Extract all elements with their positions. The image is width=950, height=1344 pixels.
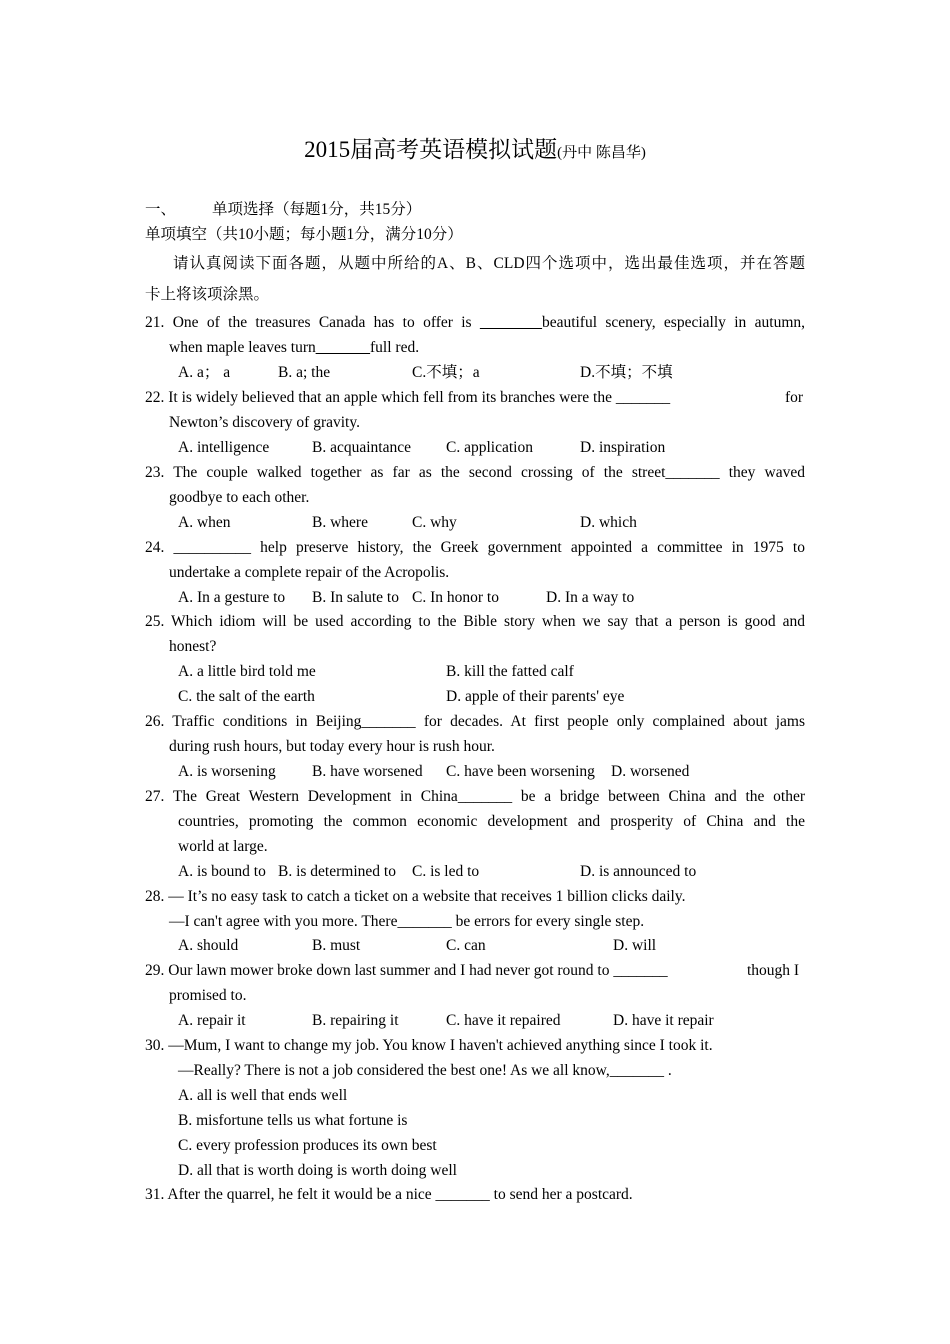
q27-option-d: D. is announced to (580, 863, 697, 880)
q21-option-c: C.不填；a (412, 364, 480, 381)
q24-option-d: D. In a way to (546, 589, 635, 606)
q29-option-b: B. repairing it (312, 1012, 399, 1029)
q27-option-a: A. is bound to (178, 863, 266, 880)
question-31-line-1: 31. After the quarrel, he felt it would be a nice _______ to send her a postcard. (145, 1186, 633, 1203)
question-27-line-2: countries, promoting the common economic development and prosperity of China and the (178, 813, 805, 830)
question-29-line-1-end: though I (747, 962, 800, 979)
title-main: 2015届高考英语模拟试题 (304, 137, 558, 162)
q21-option-a: A. a； a (178, 364, 231, 381)
section-heading: 单项选择（每题1分，共15分） (212, 201, 422, 218)
question-24-line-2: undertake a complete repair of the Acropolis. (169, 564, 450, 581)
question-25-line-1: 25. Which idiom will be used according to the Bible story when we say that a person is good and (145, 613, 805, 630)
q28-option-a: A. should (178, 937, 239, 954)
question-22-line-1: 22. It is widely believed that an apple which fell from its branches were the _______ (145, 389, 671, 406)
title-author: (丹中 陈昌华) (557, 145, 646, 161)
question-24-line-1: 24. __________ help preserve history, the Greek government appointed a committee in 1975 to (145, 539, 805, 556)
question-22-line-2: Newton’s discovery of gravity. (169, 414, 360, 431)
answer-blank: _______ (315, 339, 371, 356)
q26-option-b: B. have worsened (312, 763, 423, 780)
question-27-line-1: 27. The Great Western Development in China_______ be a bridge between China and the other (145, 788, 805, 805)
q27-option-b: B. is determined to (278, 863, 396, 880)
question-23-line-2: goodbye to each other. (169, 489, 310, 506)
q24-option-b: B. In salute to (312, 589, 399, 606)
q28-option-c: C. can (446, 937, 486, 954)
q26-option-a: A. is worsening (178, 763, 276, 780)
q23-option-b: B. where (312, 514, 368, 531)
q25-option-a: A. a little bird told me (178, 663, 316, 680)
q22-option-c: C. application (446, 439, 533, 456)
q25-option-c: C. the salt of the earth (178, 688, 315, 705)
q25-option-d: D. apple of their parents' eye (446, 688, 625, 705)
question-30-line-2: —Really? There is not a job considered the best one! As we all know,_______ . (178, 1062, 672, 1079)
q24-option-c: C. In honor to (412, 589, 499, 606)
q27-option-c: C. is led to (412, 863, 480, 880)
q23-option-a: A. when (178, 514, 231, 531)
q24-option-a: A. In a gesture to (178, 589, 286, 606)
q26-option-d: D. worsened (611, 763, 690, 780)
question-27-line-3: world at large. (178, 838, 268, 855)
q23-option-d: D. which (580, 514, 637, 531)
question-25-line-2: honest? (169, 638, 217, 655)
section-number: 一、 (145, 201, 177, 218)
q30-option-a: A. all is well that ends well (178, 1087, 348, 1104)
question-22-line-1-end: for (785, 389, 804, 406)
q30-option-b: B. misfortune tells us what fortune is (178, 1112, 408, 1129)
question-21-line-1: 21. One of the treasures Canada has to offer is ________beautiful scenery, especially in autumn, (145, 314, 805, 331)
answer-blank: ________ (479, 314, 542, 331)
q22-option-a: A. intelligence (178, 439, 270, 456)
question-23-line-1: 23. The couple walked together as far as the second crossing of the street_______ they waved (145, 464, 805, 481)
q21-option-b: B. a; the (278, 364, 331, 381)
q25-option-b: B. kill the fatted calf (446, 663, 574, 680)
question-26-line-1: 26. Traffic conditions in Beijing_______ for decades. At first people only complained about jams (145, 713, 805, 730)
q22-option-d: D. inspiration (580, 439, 666, 456)
q29-option-a: A. repair it (178, 1012, 246, 1029)
instructions-line-2: 卡上将该项涂黑。 (145, 286, 270, 303)
q28-option-b: B. must (312, 937, 361, 954)
question-21-line-2: when maple leaves turn_______full red. (169, 339, 420, 356)
question-29-line-2: promised to. (169, 987, 247, 1004)
question-28-line-1: 28. — It’s no easy task to catch a ticket on a website that receives 1 billion clicks daily. (145, 888, 686, 905)
q29-option-c: C. have it repaired (446, 1012, 561, 1029)
q30-option-c: C. every profession produces its own best (178, 1137, 437, 1154)
question-30-line-1: 30. —Mum, I want to change my job. You know I haven't achieved anything since I took it. (145, 1037, 713, 1054)
question-28-line-2: —I can't agree with you more. There_______ be errors for every single step. (169, 913, 645, 930)
instructions-line-1: 请认真阅读下面各题，从题中所给的A、B、CLD四个选项中，选出最佳选项，并在答题 (173, 255, 805, 272)
q21-option-d: D.不填；不填 (580, 364, 673, 381)
q30-option-d: D. all that is worth doing is worth doing well (178, 1162, 457, 1179)
q28-option-d: D. will (613, 937, 657, 954)
question-26-line-2: during rush hours, but today every hour is rush hour. (169, 738, 495, 755)
q22-option-b: B. acquaintance (312, 439, 411, 456)
page-title (0, 134, 950, 169)
q26-option-c: C. have been worsening (446, 763, 595, 780)
subsection-heading: 单项填空（共10小题；每小题1分，满分10分） (145, 226, 463, 243)
q23-option-c: C. why (412, 514, 457, 531)
question-29-line-1: 29. Our lawn mower broke down last summer and I had never got round to _______ (145, 962, 668, 979)
q29-option-d: D. have it repair (613, 1012, 714, 1029)
